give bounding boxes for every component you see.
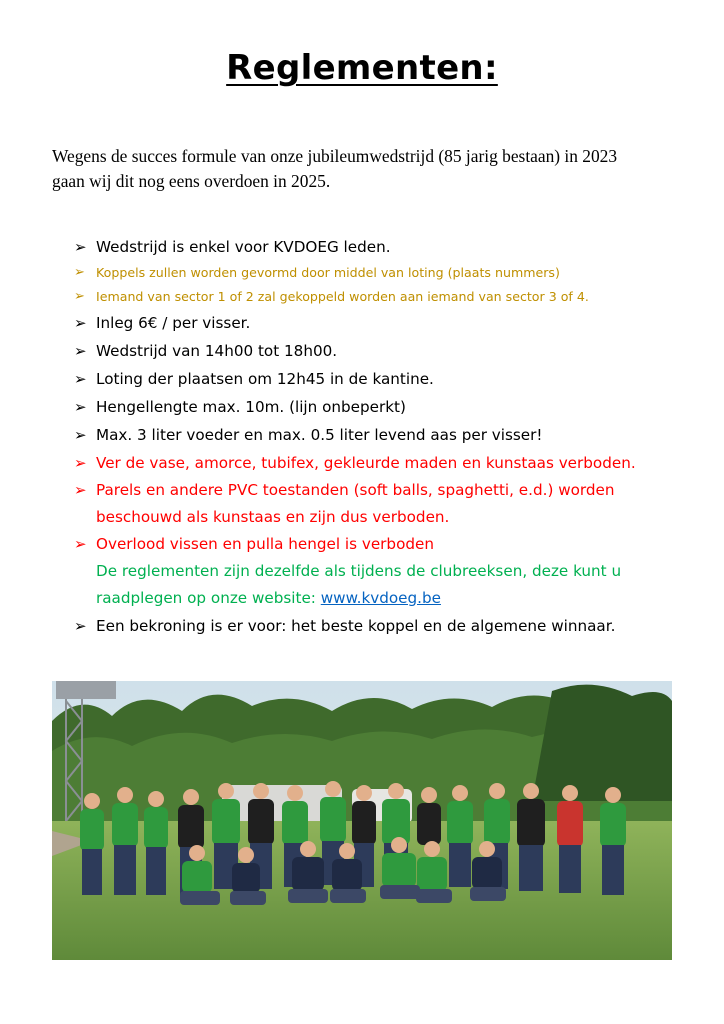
group-photo-illustration xyxy=(52,681,672,960)
arrow-bullet-icon: ➢ xyxy=(74,342,87,360)
page-title: Reglementen: xyxy=(226,48,498,88)
arrow-bullet-icon: ➢ xyxy=(74,238,87,256)
rule-text: Wedstrijd van 14h00 tot 18h00. xyxy=(96,342,338,360)
arrow-bullet-icon: ➢ xyxy=(74,265,85,280)
rule-text: Overlood vissen en pulla hengel is verboden xyxy=(96,535,434,553)
rule-item xyxy=(74,309,664,337)
rule-text: Wedstrijd is enkel voor KVDOEG leden. xyxy=(96,238,391,256)
rule-text: Ver de vase, amorce, tubifex, gekleurde maden en kunstaas verboden. xyxy=(96,454,636,472)
arrow-bullet-icon: ➢ xyxy=(74,398,87,416)
rule-text: Iemand van sector 1 of 2 zal gekoppeld worden aan iemand van sector 3 of 4. xyxy=(96,289,589,304)
arrow-bullet-icon: ➢ xyxy=(74,314,87,332)
rule-item xyxy=(74,233,664,261)
intro-paragraph: Wegens de succes formule van onze jubileumwedstrijd (85 jarig bestaan) in 2023 gaan wij dit nog eens overdoen in 2025. xyxy=(52,146,618,191)
rule-item xyxy=(74,612,664,640)
rule-text: Hengellengte max. 10m. (lijn onbeperkt) xyxy=(96,398,406,416)
rules-note-text: De reglementen zijn dezelfde als tijdens de clubreeksen, deze kunt u raadplegen op onze website: xyxy=(96,562,622,607)
rule-text: Koppels zullen worden gevormd door middel van loting (plaats nummers) xyxy=(96,265,560,280)
arrow-bullet-icon: ➢ xyxy=(74,426,87,444)
rule-item xyxy=(74,421,664,449)
rule-item xyxy=(74,531,664,612)
arrow-bullet-icon: ➢ xyxy=(74,289,85,304)
rule-text: Max. 3 liter voeder en max. 0.5 liter levend aas per visser! xyxy=(96,426,543,444)
website-link[interactable]: www.kvdoeg.be xyxy=(320,589,441,607)
rule-item xyxy=(74,261,664,285)
rule-text: Loting der plaatsen om 12h45 in de kantine. xyxy=(96,370,434,388)
arrow-bullet-icon: ➢ xyxy=(74,617,87,635)
rule-item xyxy=(74,393,664,421)
rule-item xyxy=(74,337,664,365)
group-photo xyxy=(52,681,672,960)
arrow-bullet-icon: ➢ xyxy=(74,535,87,553)
arrow-bullet-icon: ➢ xyxy=(74,370,87,388)
arrow-bullet-icon: ➢ xyxy=(74,481,87,499)
rule-item xyxy=(74,285,664,309)
rules-note xyxy=(96,558,664,612)
rule-text: Inleg 6€ / per visser. xyxy=(96,314,251,332)
rule-item xyxy=(74,449,664,477)
rules-list xyxy=(74,233,664,640)
rule-text: Een bekroning is er voor: het beste koppel en de algemene winnaar. xyxy=(96,617,616,635)
rule-item xyxy=(74,477,664,531)
arrow-bullet-icon: ➢ xyxy=(74,454,87,472)
rule-text: Parels en andere PVC toestanden (soft balls, spaghetti, e.d.) worden beschouwd als kunstaas en zijn dus verboden. xyxy=(96,481,615,526)
rule-item xyxy=(74,365,664,393)
